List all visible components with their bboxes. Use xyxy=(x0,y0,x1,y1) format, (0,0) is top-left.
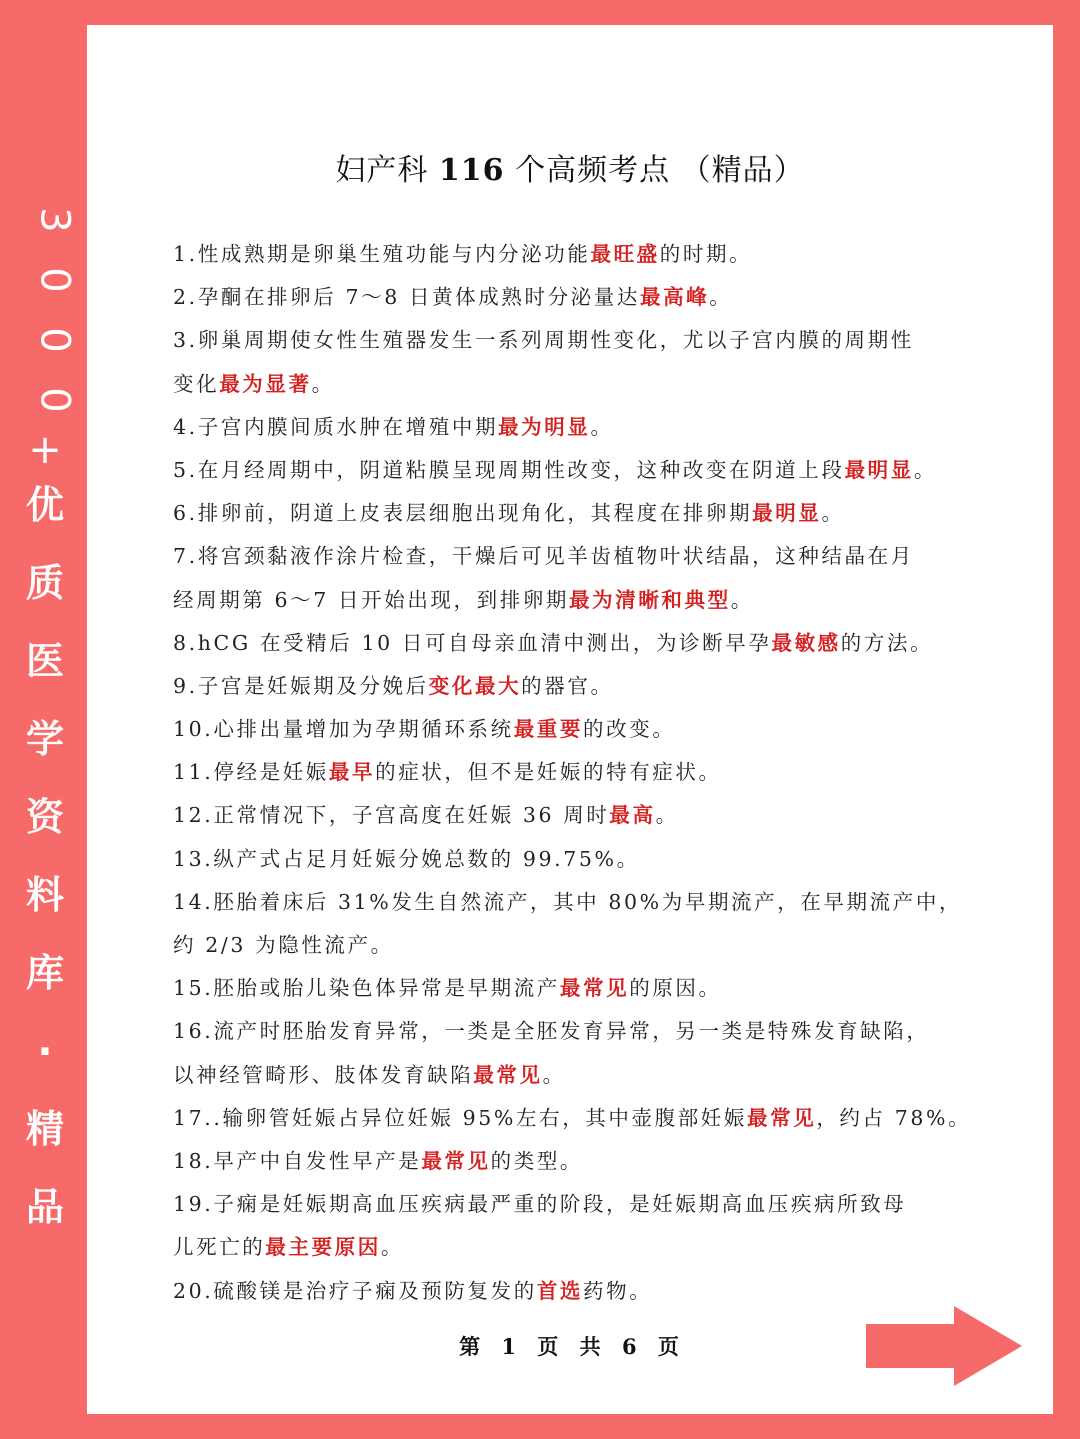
text-segment: 13.纵产式占足月妊娠分娩总数的 99.75%。 xyxy=(173,846,640,871)
title-number: 116 xyxy=(438,153,505,188)
text-line xyxy=(173,967,993,1010)
text-segment: 。 xyxy=(821,501,845,526)
text-segment: 6.排卵前，阴道上皮表层细胞出现角化，其程度在排卵期 xyxy=(173,501,753,526)
text-segment: 。 xyxy=(913,457,937,482)
text-line xyxy=(173,881,993,924)
text-segment: 11.停经是妊娠 xyxy=(173,760,329,785)
banner-char: 库 xyxy=(25,951,64,995)
text-line xyxy=(173,319,993,362)
banner-char: 3 xyxy=(31,207,78,233)
text-segment: 3.卵巢周期使女性生殖器发生一系列周期性变化，尤以子宫内膜的周期性 xyxy=(173,328,914,353)
highlight-text: 最明显 xyxy=(752,501,822,526)
text-line xyxy=(173,233,993,276)
text-line xyxy=(173,708,993,751)
text-line xyxy=(173,665,993,708)
text-segment: 的症状，但不是妊娠的特有症状。 xyxy=(375,760,722,785)
text-line xyxy=(173,406,993,449)
text-segment: 。 xyxy=(542,1062,566,1087)
text-segment: 8.hCG 在受精后 10 日可自母亲血清中测出，为诊断早孕 xyxy=(173,630,772,655)
banner-char: 料 xyxy=(25,873,64,917)
text-segment: 的时期。 xyxy=(659,242,753,266)
highlight-text: 最为清晰和典型 xyxy=(569,587,731,612)
document-page xyxy=(87,25,1053,1414)
page-footer: 第 1 页 共 6 页 xyxy=(459,1334,681,1359)
text-line xyxy=(173,924,993,967)
text-line xyxy=(173,1183,993,1226)
highlight-text: 最为显著 xyxy=(219,371,312,396)
side-banner xyxy=(0,190,90,1266)
text-line xyxy=(173,276,993,319)
text-segment: 经周期第 6～7 日开始出现，到排卵期 xyxy=(173,587,570,612)
text-line xyxy=(173,1054,993,1097)
highlight-text: 最敏感 xyxy=(771,630,841,655)
text-segment: 。 xyxy=(730,587,754,612)
text-line xyxy=(173,492,993,535)
banner-char: 品 xyxy=(25,1185,64,1229)
highlight-text: 最旺盛 xyxy=(590,242,660,266)
text-line xyxy=(173,1140,993,1183)
highlight-text: 最常见 xyxy=(747,1105,817,1130)
text-segment: 18.早产中自发性早产是 xyxy=(173,1148,422,1173)
highlight-text: 最为明显 xyxy=(498,414,591,439)
text-line xyxy=(173,449,993,492)
text-segment: 16.流产时胚胎发育异常，一类是全胚发育异常，另一类是特殊发育缺陷， xyxy=(173,1019,930,1044)
banner-char: 质 xyxy=(25,561,64,605)
highlight-text: 最明显 xyxy=(844,457,914,482)
text-segment: 以神经管畸形、肢体发育缺陷 xyxy=(173,1062,474,1087)
highlight-text: 最常见 xyxy=(421,1148,491,1173)
text-line xyxy=(173,535,993,578)
text-segment: 1.性成熟期是卵巢生殖功能与内分泌功能 xyxy=(173,242,591,266)
text-line xyxy=(173,1097,993,1140)
text-segment: 的类型。 xyxy=(490,1148,584,1173)
highlight-text: 最常见 xyxy=(559,976,630,1001)
banner-char: 精 xyxy=(25,1107,64,1151)
banner-char: 优 xyxy=(25,483,64,527)
banner-char: 学 xyxy=(25,717,64,761)
text-line xyxy=(173,363,993,406)
title-suffix: 个高频考点 （精品） xyxy=(504,153,805,188)
highlight-text: 首选 xyxy=(536,1278,584,1303)
text-segment: 约 2/3 为隐性流产。 xyxy=(173,933,394,957)
text-line xyxy=(173,751,993,794)
highlight-text: 最主要原因 xyxy=(265,1235,381,1260)
banner-char: 0 xyxy=(31,327,78,353)
text-segment: 药物。 xyxy=(583,1278,653,1303)
text-segment: 。 xyxy=(311,371,335,396)
text-segment: 的原因。 xyxy=(629,976,722,1001)
text-line xyxy=(173,579,993,622)
text-segment: 儿死亡的 xyxy=(173,1235,266,1260)
text-segment: 的方法。 xyxy=(840,630,934,655)
highlight-text: 最早 xyxy=(328,760,376,785)
page-title xyxy=(87,145,1053,189)
text-segment: 14.胚胎着床后 31%发生自然流产，其中 80%为早期流产，在早期流产中， xyxy=(173,889,963,914)
text-segment: ，约占 78%。 xyxy=(816,1105,972,1130)
text-line xyxy=(173,1010,993,1053)
banner-char: + xyxy=(28,427,62,473)
text-segment: 20.硫酸镁是治疗子痫及预防复发的 xyxy=(173,1278,537,1303)
text-segment: 变化 xyxy=(173,371,220,396)
right-arrow-icon[interactable] xyxy=(866,1306,1022,1386)
text-segment: 。 xyxy=(590,414,614,439)
text-segment: 15.胚胎或胎儿染色体异常是早期流产 xyxy=(173,976,560,1001)
text-line xyxy=(173,1226,993,1269)
title-prefix: 妇产科 xyxy=(335,153,439,188)
text-segment: 5.在月经周期中，阴道粘膜呈现周期性改变，这种改变在阴道上段 xyxy=(173,457,845,482)
text-segment: 12.正常情况下，子宫高度在妊娠 36 周时 xyxy=(173,803,610,828)
text-segment: 9.子宫是妊娠期及分娩后 xyxy=(173,673,429,698)
highlight-text: 最重要 xyxy=(513,717,584,742)
text-segment: 。 xyxy=(380,1235,405,1260)
text-segment: 10.心排出量增加为孕期循环系统 xyxy=(173,717,514,742)
text-line xyxy=(173,622,993,665)
text-line xyxy=(173,838,993,881)
highlight-text: 最常见 xyxy=(473,1062,543,1087)
banner-char: · xyxy=(37,1029,53,1075)
text-segment: 17..输卵管妊娠占异位妊娠 95%左右，其中壶腹部妊娠 xyxy=(173,1105,747,1130)
highlight-text: 最高峰 xyxy=(639,285,710,310)
text-segment: 4.子宫内膜间质水肿在增殖中期 xyxy=(173,414,499,439)
banner-char: 0 xyxy=(31,267,78,293)
text-segment: 。 xyxy=(709,285,733,310)
banner-char: 医 xyxy=(25,639,64,683)
key-points-list xyxy=(173,233,993,1313)
text-segment: 的改变。 xyxy=(583,717,676,742)
text-segment: 19.子痫是妊娠期高血压疾病最严重的阶段，是妊娠期高血压疾病所致母 xyxy=(173,1192,907,1217)
text-segment: 。 xyxy=(655,803,679,828)
text-segment: 的器官。 xyxy=(521,673,614,698)
highlight-text: 最高 xyxy=(609,803,656,828)
text-line xyxy=(173,794,993,837)
banner-char: 0 xyxy=(31,387,78,413)
highlight-text: 变化最大 xyxy=(428,673,522,698)
text-segment: 2.孕酮在排卵后 7～8 日黄体成熟时分泌量达 xyxy=(173,285,640,310)
text-segment: 7.将宫颈黏液作涂片检查，干燥后可见羊齿植物叶状结晶，这种结晶在月 xyxy=(173,544,914,569)
banner-char: 资 xyxy=(25,795,64,839)
